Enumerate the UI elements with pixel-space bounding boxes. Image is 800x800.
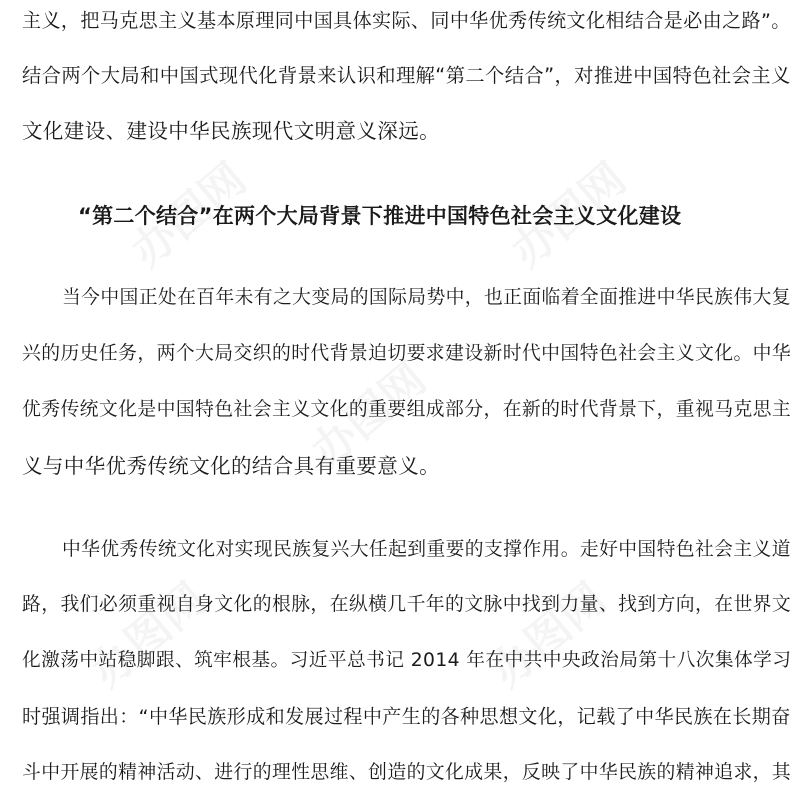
- text-line: 斗中开展的精神活动、进行的理性思维、创造的文化成果，反映了中华民族的精神追求，其: [22, 762, 792, 783]
- text-line: 兴的历史任务，两个大局交织的时代背景迫切要求建设新时代中国特色社会主义文化。中华: [22, 343, 792, 364]
- watermark: [75, 565, 217, 699]
- text-line: 结合两个大局和中国式现代化背景来认识和理解“第二个结合”，对推进中国特色社会主义: [22, 64, 791, 87]
- text-line: 当今中国正处在百年未有之大变局的国际局势中，也正面临着全面推进中华民族伟大复: [62, 287, 791, 308]
- text-line: 义与中华优秀传统文化的结合具有重要意义。: [22, 454, 440, 478]
- text-line: 化激荡中站稳脚跟、筑牢根基。习近平总书记 2014 年在中共中央政治局第十八次集体学习: [22, 650, 792, 671]
- text-line: 路，我们必须重视自身文化的根脉，在纵横几千年的文脉中找到力量、找到方向，在世界文: [22, 594, 792, 615]
- text-line: 时强调指出：“中华民族形成和发展过程中产生的各种思想文化，记载了中华民族在长期奋: [22, 706, 791, 728]
- text-line: 优秀传统文化是中国特色社会主义文化的重要组成部分，在新的时代背景下，重视马克思主: [22, 399, 792, 420]
- text-line: 主义，把马克思主义基本原理同中国具体实际、同中华优秀传统文化相结合是必由之路”。: [22, 10, 791, 32]
- text-line: 文化建设、建设中华民族现代文明意义深远。: [22, 119, 440, 143]
- section-heading: “第二个结合”在两个大局背景下推进中国特色社会主义文化建设: [78, 204, 682, 228]
- text-line: 中华优秀传统文化对实现民族复兴大任起到重要的支撑作用。走好中国特色社会主义道: [62, 539, 791, 560]
- watermark: [475, 565, 617, 699]
